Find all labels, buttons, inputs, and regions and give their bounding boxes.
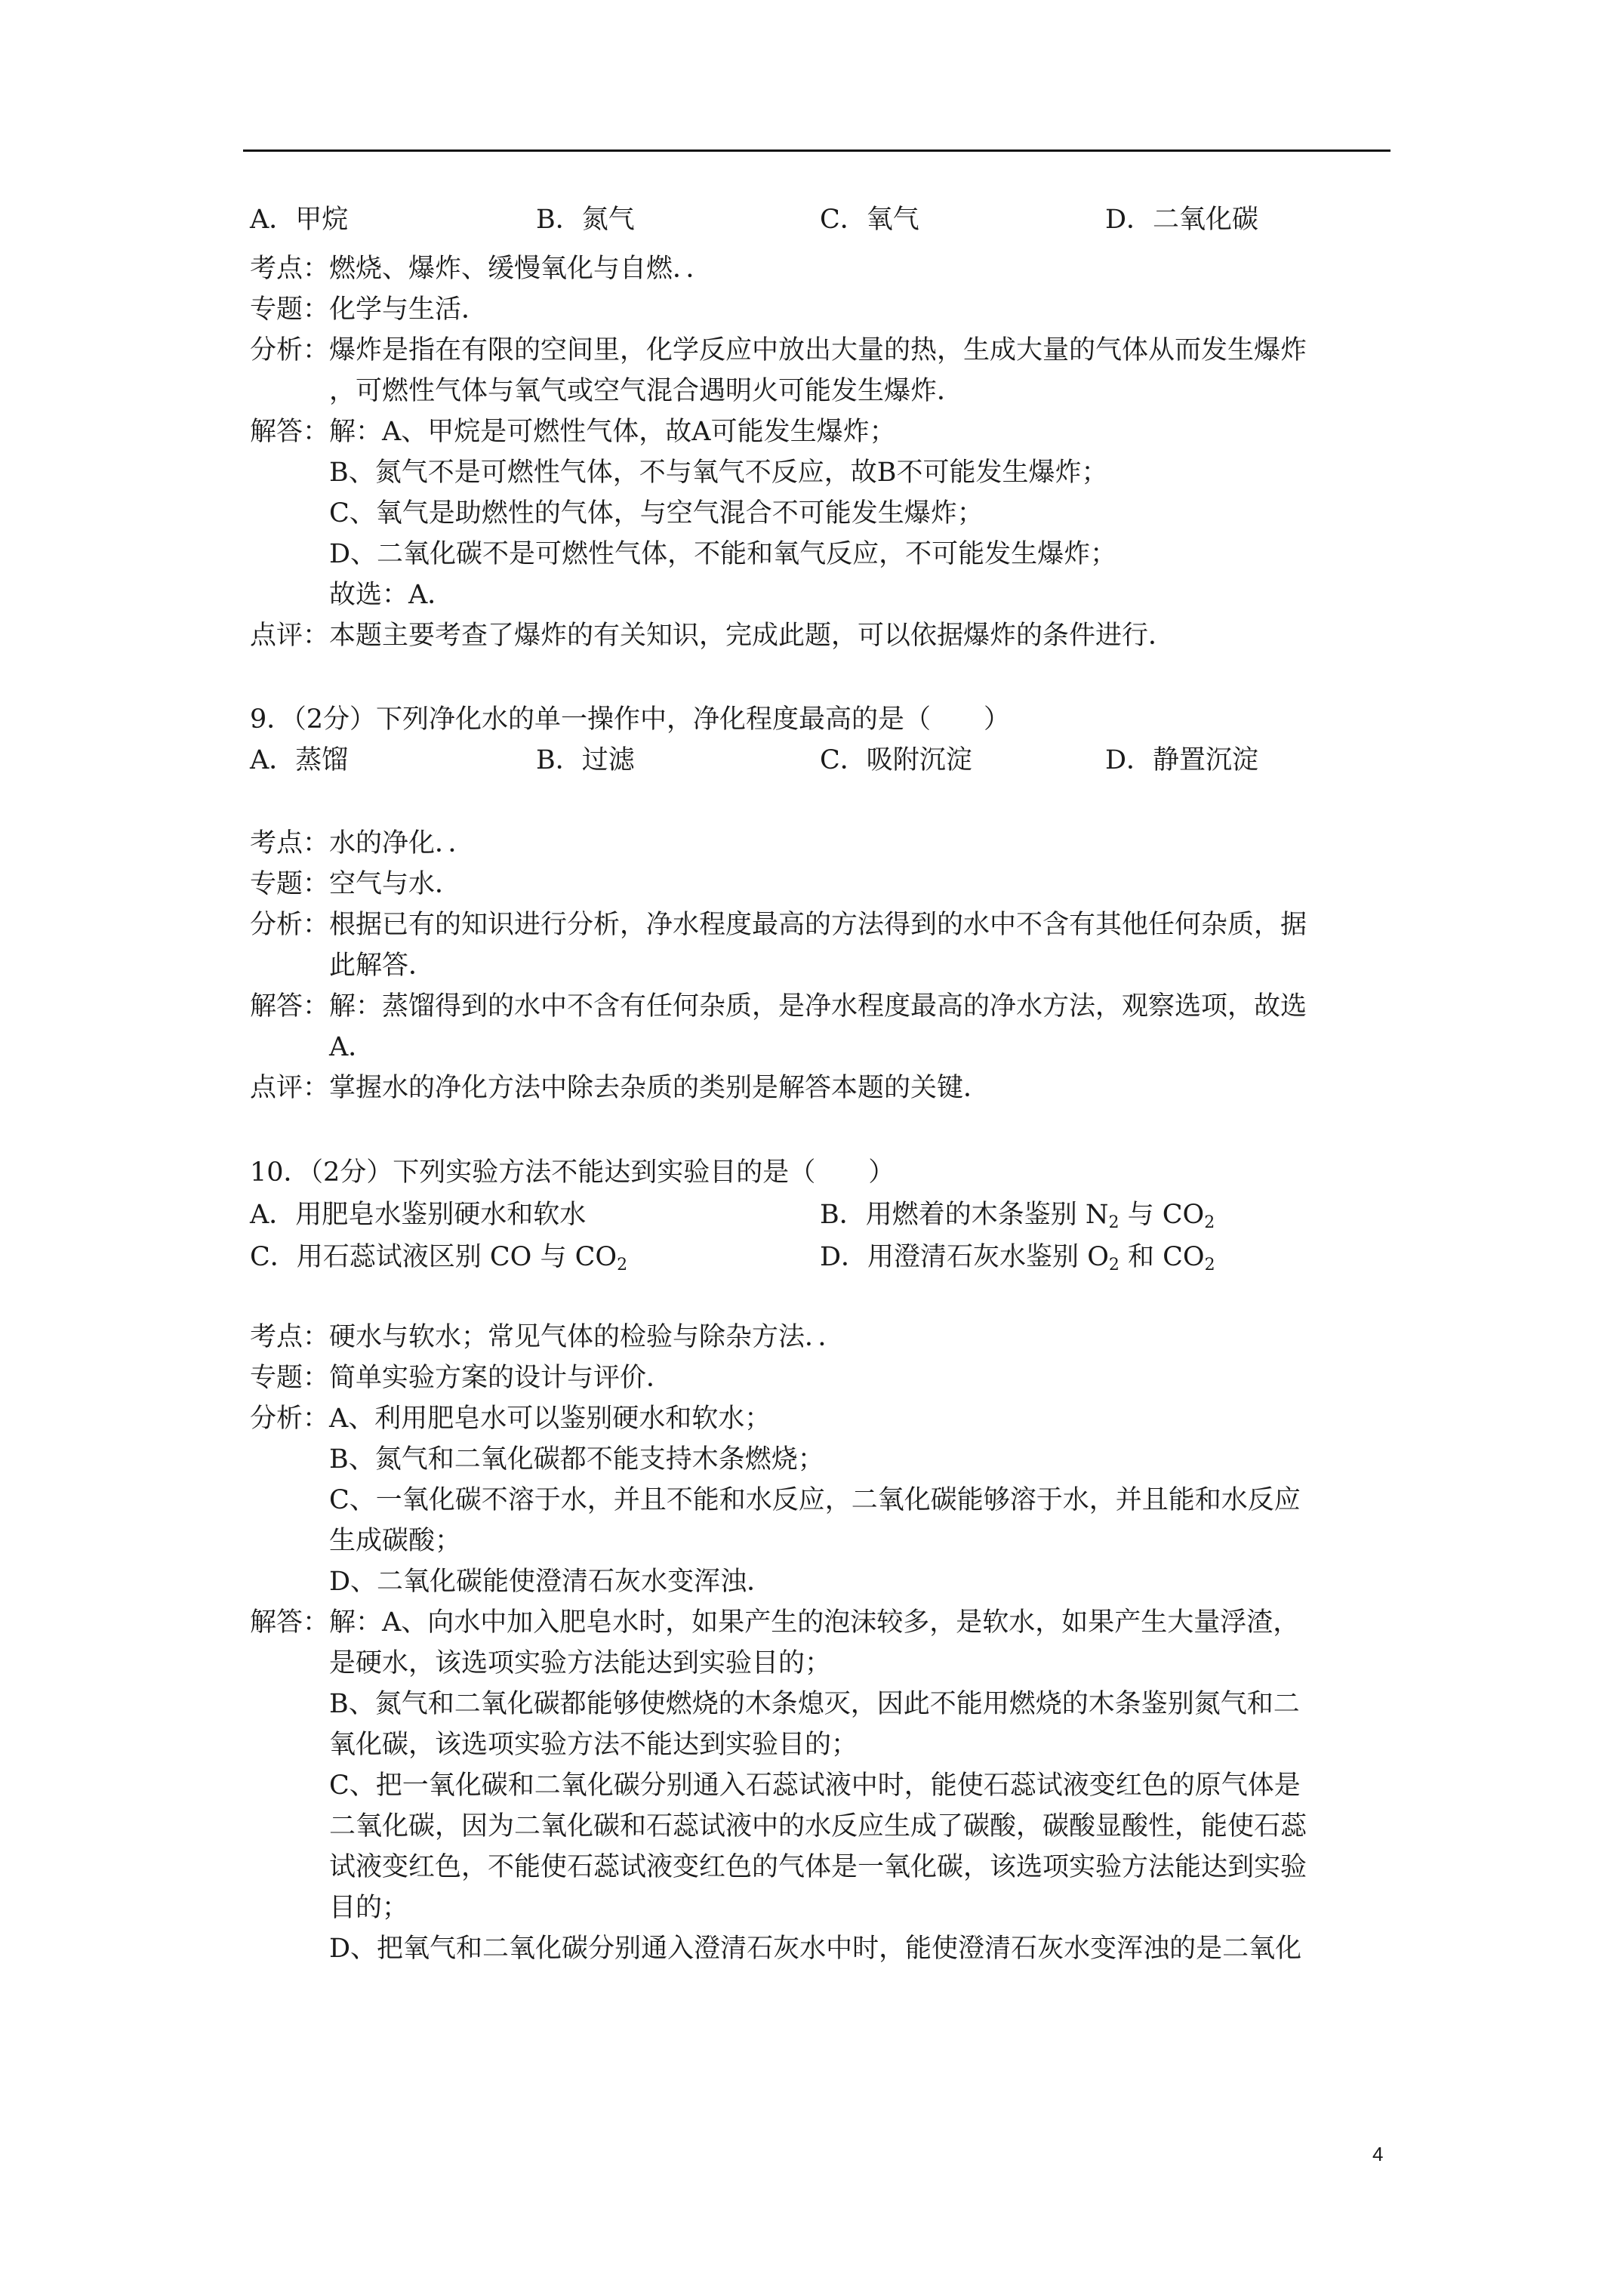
q10-option-d-sub-1: 2 — [1108, 1256, 1119, 1274]
q9-option-b: B．过滤 — [536, 745, 635, 775]
q8-jieda-line-3: C、氧气是助燃性的气体，与空气混合不可能发生爆炸； — [329, 498, 984, 529]
q8-option-d: D．二氧化碳 — [1105, 205, 1259, 235]
q8-option-b: B．氮气 — [536, 205, 635, 235]
q10-option-c-sub-1: 2 — [617, 1256, 628, 1274]
q10-option-b-sub-2: 2 — [1204, 1213, 1215, 1232]
q9-option-a: A．蒸馏 — [250, 745, 349, 775]
q8-kaodian — [250, 251, 713, 286]
q8-jieda-line-4: D、二氧化碳不是可燃性气体，不能和氧气反应，不可能发生爆炸； — [329, 539, 1117, 569]
q9-dianping-label: 点评： — [250, 1073, 330, 1103]
q10-option-d — [820, 1240, 1215, 1274]
q9-kaodian-text: 水的净化．． — [329, 828, 475, 858]
q10-fenxi-line-3: C、一氧化碳不溶于水，并且不能和水反应，二氧化碳能够溶于水，并且能和水反应 — [329, 1485, 1301, 1515]
q10-zhuanti — [250, 1361, 673, 1395]
q9-jieda-label: 解答： — [250, 991, 330, 1022]
q10-fenxi-line-5: D、二氧化碳能使澄清石灰水变浑浊． — [329, 1567, 774, 1597]
q8-zhuanti — [250, 292, 488, 327]
q9-fenxi-label: 分析： — [250, 910, 330, 940]
q8-jieda-line-2: B、氮气不是可燃性气体，不与氧气不反应，故B不可能发生爆炸； — [329, 458, 1108, 488]
q9-fenxi-line-2: 此解答． — [329, 951, 436, 981]
q10-jieda-line-9: D、把氧气和二氧化碳分别通入澄清石灰水中时，能使澄清石灰水变浑浊的是二氧化 — [329, 1934, 1302, 1964]
header-rule — [243, 149, 1390, 152]
q9-jieda-line-2: A． — [329, 1032, 375, 1062]
q9-dianping — [250, 1071, 990, 1105]
q9-option-d: D．静置沉淀 — [1105, 745, 1259, 775]
q10-fenxi-line-4: 生成碳酸； — [329, 1526, 462, 1556]
q10-stem: 10．（2分）下列实验方法不能达到实验目的是（ ） — [250, 1157, 895, 1188]
q10-zhuanti-text: 简单实验方案的设计与评价． — [329, 1363, 673, 1393]
q8-fenxi-line-1: 爆炸是指在有限的空间里，化学反应中放出大量的热，生成大量的气体从而发生爆炸 — [329, 335, 1307, 365]
q9-zhuanti-text: 空气与水． — [329, 869, 462, 899]
q9-jieda-line-1: 解：蒸馏得到的水中不含有任何杂质，是净水程度最高的净水方法，观察选项，故选 — [329, 991, 1307, 1022]
q8-jieda-line-1: 解：A、甲烷是可燃性气体，故A可能发生爆炸； — [329, 417, 896, 447]
q8-option-a: A．甲烷 — [250, 205, 349, 235]
q8-kaodian-text: 燃烧、爆炸、缓慢氧化与自燃．． — [329, 254, 713, 284]
q8-dianping-text: 本题主要考查了爆炸的有关知识，完成此题，可以依据爆炸的条件进行． — [329, 621, 1175, 651]
q10-jieda-line-6: 二氧化碳，因为二氧化碳和石蕊试液中的水反应生成了碳酸，碳酸显酸性，能使石蕊 — [329, 1811, 1307, 1841]
q10-option-b-text-2: 与 CO — [1119, 1200, 1205, 1230]
q10-option-d-text-2: 和 CO — [1119, 1242, 1205, 1272]
q10-kaodian-label: 考点： — [250, 1322, 330, 1352]
q10-jieda-line-7: 试液变红色，不能使石蕊试液变红色的气体是一氧化碳，该选项实验方法能达到实验 — [329, 1852, 1307, 1882]
q10-option-a: A．用肥皂水鉴别硬水和软水 — [250, 1200, 587, 1230]
q10-fenxi — [250, 1401, 771, 1436]
q8-fenxi-line-2: ，可燃性气体与氧气或空气混合遇明火可能发生爆炸． — [329, 376, 964, 406]
q9-kaodian — [250, 826, 475, 861]
q10-option-d-sub-2: 2 — [1204, 1256, 1215, 1274]
q9-fenxi-line-1: 根据已有的知识进行分析，净水程度最高的方法得到的水中不含有其他任何杂质，据 — [329, 910, 1307, 940]
q10-option-b-text: B．用燃着的木条鉴别 N — [820, 1200, 1109, 1230]
q9-stem: 9．（2分）下列净化水的单一操作中，净化程度最高的是（ ） — [250, 704, 1011, 735]
q10-jieda-line-2: 是硬水，该选项实验方法能达到实验目的； — [329, 1648, 832, 1678]
q10-jieda-line-5: C、把一氧化碳和二氧化碳分别通入石蕊试液中时，能使石蕊试液变红色的原气体是 — [329, 1771, 1301, 1801]
q10-option-c — [250, 1240, 627, 1274]
q10-option-b-sub-1: 2 — [1108, 1213, 1119, 1232]
q8-zhuanti-text: 化学与生活． — [329, 294, 488, 325]
q10-zhuanti-label: 专题： — [250, 1363, 330, 1393]
q8-dianping-label: 点评： — [250, 621, 330, 651]
q8-jieda — [250, 415, 896, 449]
q10-option-b — [820, 1197, 1215, 1232]
q9-kaodian-label: 考点： — [250, 828, 330, 858]
q10-jieda-line-4: 氧化碳，该选项实验方法不能达到实验目的； — [329, 1730, 858, 1760]
q8-jieda-label: 解答： — [250, 417, 330, 447]
q10-fenxi-label: 分析： — [250, 1404, 330, 1434]
q10-option-d-text: D．用澄清石灰水鉴别 O — [820, 1242, 1109, 1272]
page-number: 4 — [1372, 2143, 1384, 2165]
q8-fenxi — [250, 333, 1307, 368]
q8-option-c: C．氧气 — [820, 205, 919, 235]
q10-option-c-text: C．用石蕊试液区别 CO 与 CO — [250, 1242, 617, 1272]
q9-zhuanti-label: 专题： — [250, 869, 330, 899]
q10-kaodian — [250, 1320, 845, 1354]
q8-fenxi-label: 分析： — [250, 335, 330, 365]
q9-jieda — [250, 989, 1307, 1024]
q10-jieda-line-8: 目的； — [329, 1893, 409, 1923]
q10-jieda — [250, 1605, 1299, 1640]
q8-kaodian-label: 考点： — [250, 254, 330, 284]
q8-zhuanti-label: 专题： — [250, 294, 330, 325]
q9-fenxi — [250, 908, 1307, 942]
q10-fenxi-line-1: A、利用肥皂水可以鉴别硬水和软水； — [329, 1404, 771, 1434]
q10-jieda-line-1: 解：A、向水中加入肥皂水时，如果产生的泡沫较多，是软水，如果产生大量浮渣， — [329, 1607, 1300, 1638]
q9-zhuanti — [250, 867, 461, 901]
q9-option-c: C．吸附沉淀 — [820, 745, 972, 775]
q9-dianping-text: 掌握水的净化方法中除去杂质的类别是解答本题的关键． — [329, 1073, 990, 1103]
q10-fenxi-line-2: B、氮气和二氧化碳都不能支持木条燃烧； — [329, 1444, 824, 1475]
q10-jieda-label: 解答： — [250, 1607, 330, 1638]
q8-dianping — [250, 618, 1175, 653]
q10-kaodian-text: 硬水与软水；常见气体的检验与除杂方法．． — [329, 1322, 845, 1352]
q10-jieda-line-3: B、氮气和二氧化碳都能够使燃烧的木条熄灭，因此不能用燃烧的木条鉴别氮气和二 — [329, 1689, 1300, 1719]
q8-jieda-line-5: 故选：A． — [329, 580, 454, 610]
